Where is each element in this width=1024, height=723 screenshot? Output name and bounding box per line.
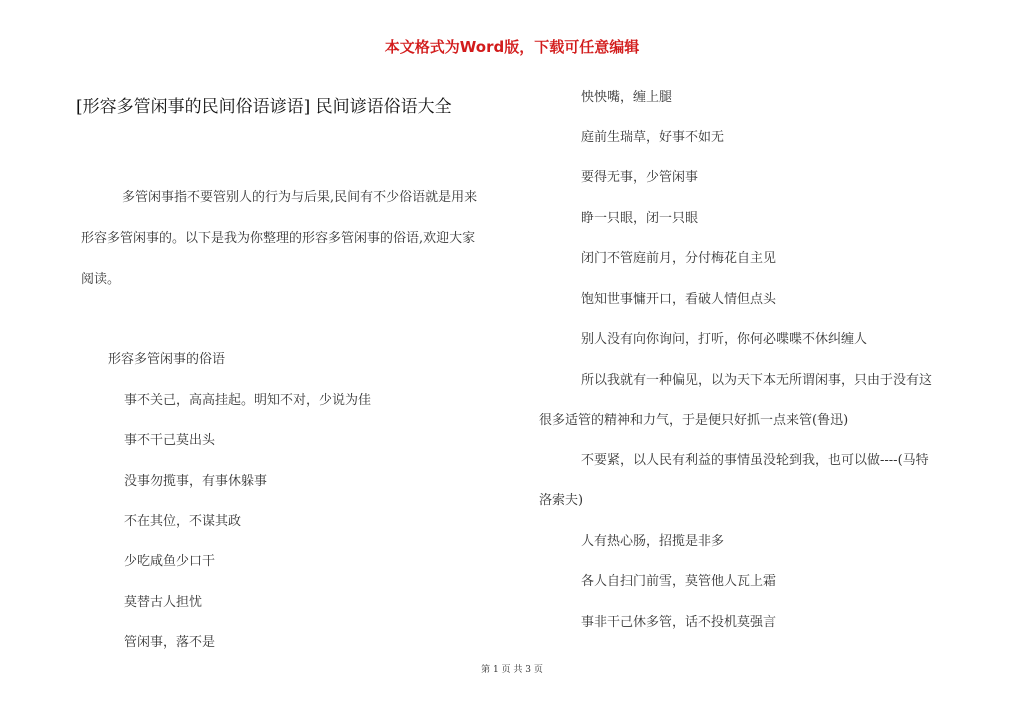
word-format-banner: 本文格式为Word版，下载可任意编辑: [384, 38, 640, 56]
quote-matrosov-line-1: 不要紧，以人民有利益的事情虽没轮到我，也可以做----(马特: [581, 453, 929, 468]
list-item: 事非干己休多管，话不投机莫强言: [581, 615, 777, 630]
intro-line-1: 多管闲事指不要管别人的行为与后果,民间有不少俗语就是用来: [122, 190, 478, 205]
list-item: 庭前生瑞草，好事不如无: [581, 130, 725, 145]
list-item: 怏怏嘴，缠上腿: [581, 90, 673, 105]
quote-lu-xun-line-2: 很多适管的精神和力气，于是便只好抓一点来管(鲁迅): [539, 413, 849, 428]
section-heading: 形容多管闲事的俗语: [108, 352, 226, 367]
list-item: 要得无事，少管闲事: [581, 170, 699, 185]
list-item: 闭门不管庭前月，分付梅花自主见: [581, 251, 777, 266]
page-number-footer: 第 1 页 共 3 页: [481, 665, 543, 675]
intro-line-3: 阅读。: [81, 272, 121, 287]
quote-lu-xun-line-1: 所以我就有一种偏见，以为天下本无所谓闲事，只由于没有这: [581, 373, 933, 388]
list-item: 不在其位，不谋其政: [124, 514, 242, 529]
page-title: [形容多管闲事的民间俗语谚语] 民间谚语俗语大全: [76, 97, 452, 117]
list-item: 少吃咸鱼少口干: [124, 554, 216, 569]
list-item: 没事勿揽事，有事休躲事: [124, 474, 268, 489]
list-item: 睁一只眼，闭一只眼: [581, 211, 699, 226]
list-item: 别人没有向你询问，打听，你何必喋喋不休纠缠人: [581, 332, 868, 347]
intro-line-2: 形容多管闲事的。以下是我为你整理的形容多管闲事的俗语,欢迎大家: [81, 231, 476, 246]
list-item: 莫替古人担忧: [124, 595, 203, 610]
list-item: 事不关己，高高挂起。明知不对，少说为佳: [124, 393, 372, 408]
quote-matrosov-line-2: 洛索夫): [539, 493, 584, 508]
list-item: 各人自扫门前雪，莫管他人瓦上霜: [581, 574, 777, 589]
list-item: 管闲事，落不是: [124, 635, 216, 650]
list-item: 人有热心肠，招揽是非多: [581, 534, 725, 549]
list-item: 事不干己莫出头: [124, 433, 216, 448]
list-item: 饱知世事慵开口，看破人情但点头: [581, 292, 777, 307]
